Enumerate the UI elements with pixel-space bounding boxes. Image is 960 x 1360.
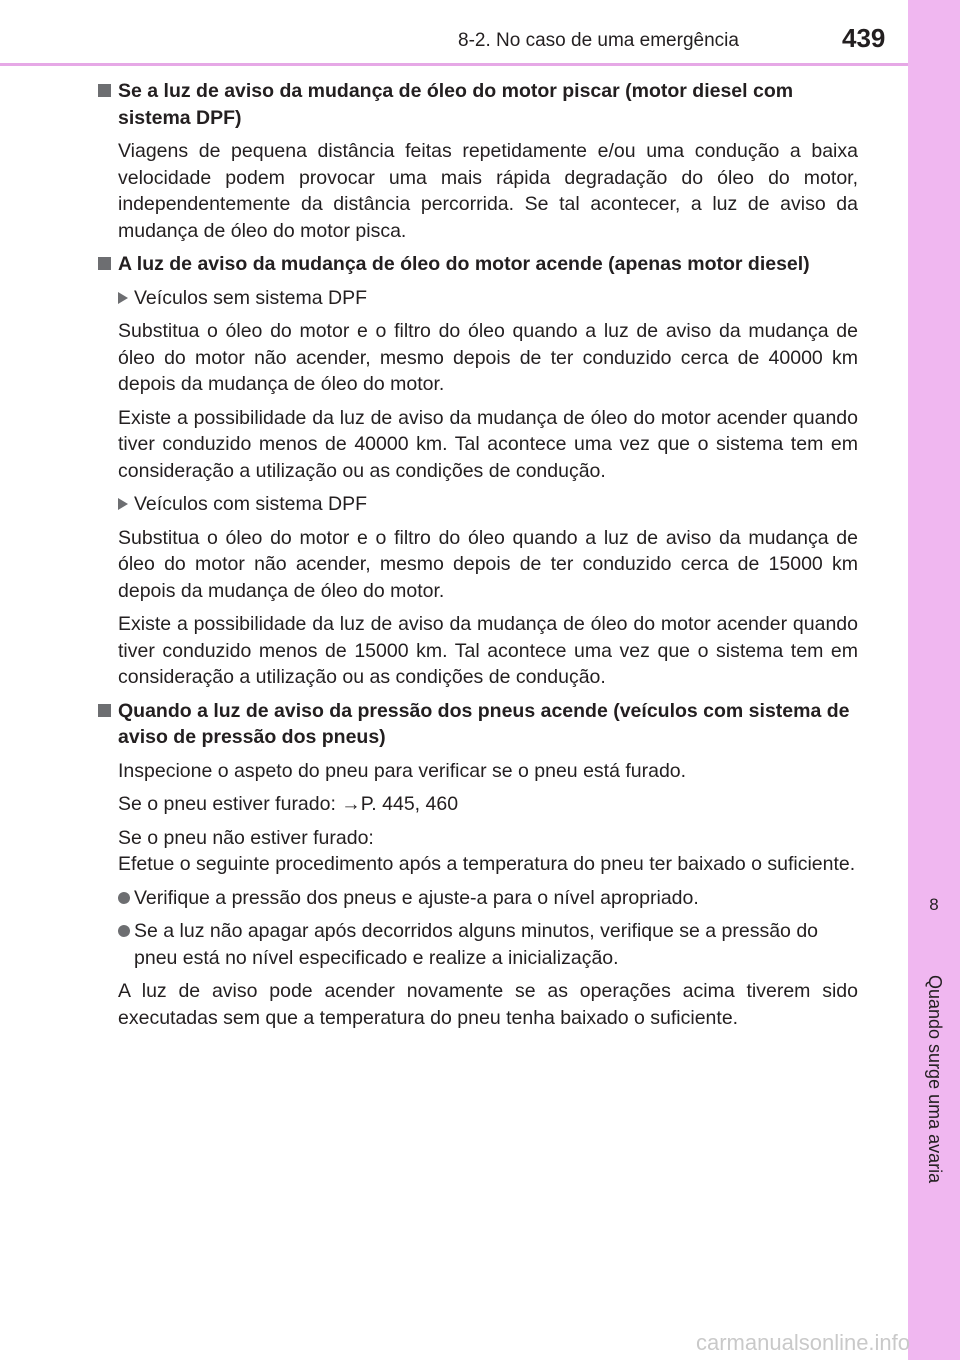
chapter-title: Quando surge uma avaria (925, 975, 945, 1184)
watermark: carmanualsonline.info (696, 1330, 911, 1355)
square-bullet-icon (98, 257, 111, 270)
subheading-with-dpf: Veículos com sistema DPF (118, 491, 858, 518)
paragraph: Existe a possibilidade da luz de aviso da mudança de óleo do motor acender quando tiver conduzido menos de 15000 km. Tal acontece uma vez que o sistema tem em consideração a utilização ou as condições de condução. (118, 613, 858, 688)
paragraph-line: Efetue o seguinte procedimento após a temperatura do pneu ter baixado o suficiente. (118, 853, 856, 875)
chapter-tab (908, 0, 960, 1360)
paragraph: Inspecione o aspeto do pneu para verificar se o pneu está furado. (118, 759, 687, 782)
section-heading-oil-change-on: A luz de aviso da mudança de óleo do motor acende (apenas motor diesel) (96, 251, 858, 278)
paragraph: Viagens de pequena distância feitas repetidamente e/ou uma condução a baixa velocidade podem provocar uma mais rápida degradação do óleo do motor, independentemente da distância percorrida. Se tal acontecer, a luz de aviso da mudança de óleo do motor pisca. (118, 140, 858, 242)
circle-bullet-icon (118, 892, 130, 904)
subheading-without-dpf: Veículos sem sistema DPF (118, 285, 858, 312)
paragraph: A luz de aviso pode acender novamente se as operações acima tiverem sido executadas sem que a temperatura do pneu tenha baixado o suficiente. (118, 980, 858, 1029)
triangle-bullet-icon (118, 498, 128, 510)
paragraph: Se o pneu estiver furado: →P. 445, 460 (118, 793, 459, 815)
list-item: Se a luz não apagar após decorridos alguns minutos, verifique se a pressão do pneu está no nível especificado e realize a inicialização. (118, 918, 858, 971)
paragraph (118, 825, 858, 878)
circle-bullet-icon (118, 925, 130, 937)
paragraph: Existe a possibilidade da luz de aviso da mudança de óleo do motor acender quando tiver conduzido menos de 40000 km. Tal acontece uma vez que o sistema tem em consideração a utilização ou as condições de condução. (118, 406, 858, 482)
square-bullet-icon (98, 704, 111, 717)
triangle-bullet-icon (118, 292, 128, 304)
square-bullet-icon (98, 84, 111, 97)
section-heading-oil-change-flash: Se a luz de aviso da mudança de óleo do motor piscar (motor diesel com sistema DPF) (96, 78, 858, 131)
page-number: 439 (842, 23, 886, 53)
page-header (0, 0, 908, 60)
section-title: 8-2. No caso de uma emergência (458, 30, 739, 51)
page-content (96, 78, 858, 1038)
paragraph: Substitua o óleo do motor e o filtro do óleo quando a luz de aviso da mudança de óleo do motor não acender, mesmo depois de ter conduzido cerca de 40000 km depois da mudança de óleo do motor. (118, 320, 858, 395)
list-item: Verifique a pressão dos pneus e ajuste-a para o nível apropriado. (118, 885, 858, 912)
header-divider (0, 63, 908, 66)
section-heading-tire-pressure: Quando a luz de aviso da pressão dos pneus acende (veículos com sistema de aviso de pressão dos pneus) (96, 698, 858, 751)
paragraph: Substitua o óleo do motor e o filtro do óleo quando a luz de aviso da mudança de óleo do motor não acender, mesmo depois de ter conduzido cerca de 15000 km depois da mudança de óleo do motor. (118, 526, 858, 602)
chapter-number: 8 (929, 895, 939, 914)
paragraph-line: Se o pneu não estiver furado: (118, 826, 374, 849)
